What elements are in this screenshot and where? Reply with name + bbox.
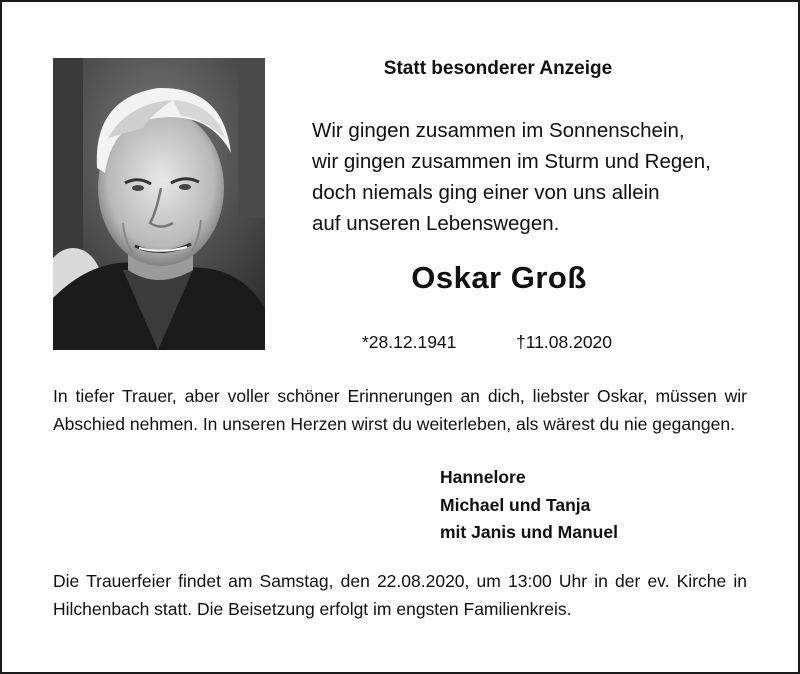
signer: mit Janis und Manuel xyxy=(440,522,618,542)
poem-line: wir gingen zusammen im Sturm und Regen, xyxy=(312,150,711,173)
mourning-message: In tiefer Trauer, aber voller schöner Erinnerungen an dich, liebster Oskar, müssen wir Abschied nehmen. In unseren Herzen wirst du weiterleben, als wärest du nie gegangen. xyxy=(53,386,747,434)
birth-date: *28.12.1941 xyxy=(362,332,457,352)
poem-line: Wir gingen zusammen im Sonnenschein, xyxy=(312,119,685,142)
poem-line: doch niemals ging einer von uns allein xyxy=(312,181,660,204)
poem-line: auf unseren Lebenswegen. xyxy=(312,212,560,235)
poem xyxy=(312,115,711,239)
signers-list xyxy=(440,464,618,547)
funeral-info: Die Trauerfeier findet am Samstag, den 22.08.2020, um 13:00 Uhr in der ev. Kirche in Hilchenbach statt. Die Beisetzung erfolgt im engsten Familienkreis. xyxy=(53,571,747,619)
death-date: †11.08.2020 xyxy=(516,332,613,352)
notice-heading: Statt besonderer Anzeige xyxy=(383,58,613,79)
signer: Michael und Tanja xyxy=(440,494,591,515)
signer: Hannelore xyxy=(440,467,526,487)
portrait-illustration xyxy=(53,58,265,350)
deceased-name: Oskar Groß xyxy=(411,260,587,295)
portrait-photo xyxy=(53,58,265,350)
